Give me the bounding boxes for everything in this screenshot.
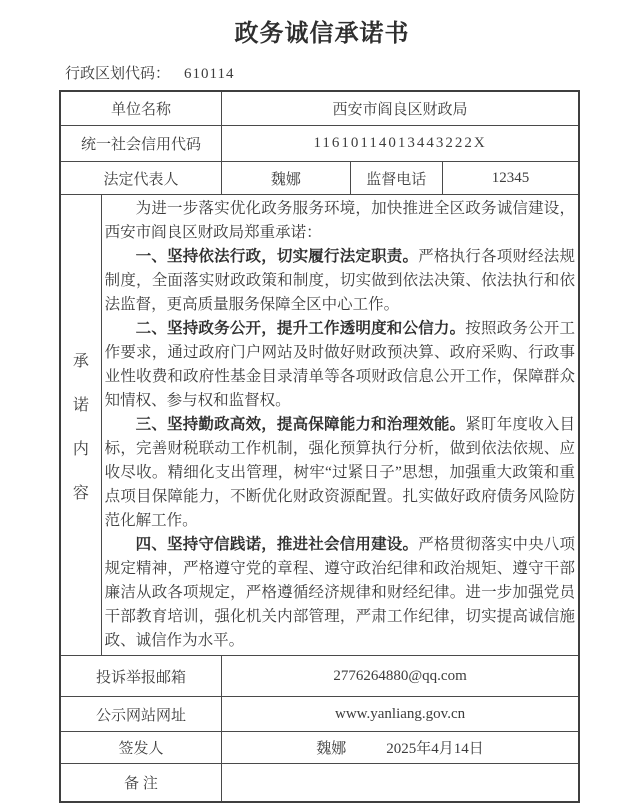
table-row: [60, 195, 579, 656]
commitment-intro: 为进一步落实优化政务服务环境，加快推进全区政务诚信建设，西安市阎良区财政局郑重承诺：: [104, 200, 575, 241]
unit-name-value: 西安市阎良区财政局: [222, 91, 579, 126]
table-row: [60, 732, 579, 764]
legal-rep-label: 法定代表人: [60, 162, 222, 195]
public-site-label: 公示网站网址: [60, 697, 222, 732]
commitment-item-3: 三、坚持勤政高效，提高保障能力和治理效能。紧盯年度收入目标，完善财税联动工作机制，强化预算执行分析，做到依法依规、应收尽收。精细化支出管理，树牢“过紧日子”思想，加强重大政策和重点项目保障能力，不断优化财政资源配置。扎实做好政府债务风险防范化解工作。: [104, 416, 575, 529]
commitment-label-vertical: 承 诺 内 容: [72, 352, 89, 502]
table-row: [60, 764, 579, 803]
page-title: 政务诚信承诺书: [234, 21, 410, 47]
table-row: [60, 697, 579, 732]
remark-label: 备 注: [60, 764, 222, 803]
credit-code-value: 11610114013443222X: [222, 126, 579, 162]
table-row: [60, 91, 579, 126]
admin-code-value: 610114: [184, 66, 235, 82]
unit-name-label: 单位名称: [60, 91, 222, 126]
commitment-item-4: 四、坚持守信践诺，推进社会信用建设。严格贯彻落实中央八项规定精神，严格遵守党的章程、遵守政治纪律和政治规矩、遵守干部廉洁从政各项规定，严格遵循经济规律和财经纪律。进一步加强党员干部教育培训，强化机关内部管理，严肃工作纪律，切实提高诚信施政、诚信作为水平。: [104, 536, 575, 649]
commitment-content-label: [60, 195, 101, 656]
table-row: [60, 162, 579, 195]
commitment-item-2: 二、坚持政务公开，提升工作透明度和公信力。按照政务公开工作要求，通过政府门户网站及时做好财政预决算、政府采购、行政事业性收费和政府性基金目录清单等各项财政信息公开工作，保障群众知情权、参与权和监督权。: [104, 320, 575, 409]
admin-code-line: [65, 62, 234, 83]
legal-rep-value: 魏娜: [222, 162, 350, 195]
signer-date: 2025年4月14日: [386, 741, 484, 757]
complaint-email-value: 2776264880@qq.com: [222, 656, 579, 697]
signer-value: [222, 732, 579, 764]
commitment-content-body: [101, 195, 579, 656]
signer-name: 魏娜: [316, 741, 347, 757]
admin-code-label: 行政区划代码：: [65, 66, 171, 82]
signer-label: 签发人: [60, 732, 222, 764]
table-row: [60, 126, 579, 162]
credit-code-label: 统一社会信用代码: [60, 126, 222, 162]
supervise-phone-label: 监督电话: [350, 162, 442, 195]
complaint-email-label: 投诉举报邮箱: [60, 656, 222, 697]
public-site-value: www.yanliang.gov.cn: [222, 697, 579, 732]
commitment-form-table: [59, 90, 580, 803]
table-row: [60, 656, 579, 697]
commitment-item-1: 一、坚持依法行政，切实履行法定职责。严格执行各项财经法规制度，全面落实财政政策和制度，切实做到依法决策、依法执行和依法监督，更高质量服务保障全区中心工作。: [104, 248, 575, 313]
remark-value: [222, 764, 579, 803]
supervise-phone-value: 12345: [442, 162, 579, 195]
